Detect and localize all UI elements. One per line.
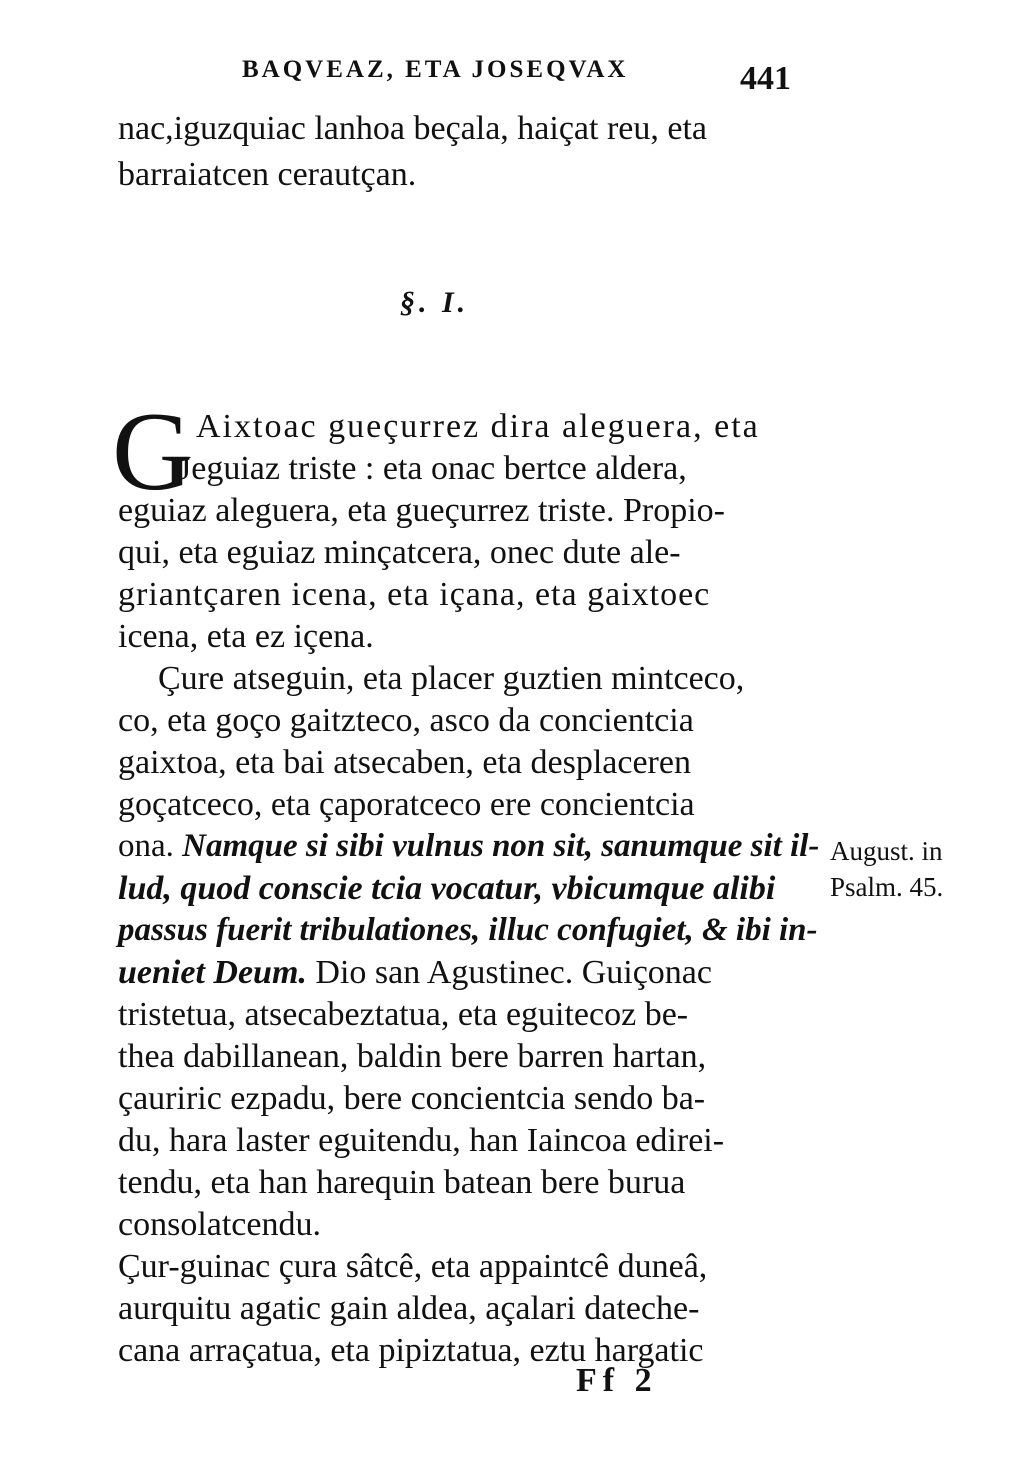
intro-line-1: nac,iguzquiac lanhoa beçala, haiçat reu, eta xyxy=(118,110,707,147)
para4-line-3: cana arraçatua, eta pipiztatua, eztu hargatic xyxy=(118,1332,704,1369)
latin-line-2: passus fuerit tribulationes, illuc confugiet, & ibi in- xyxy=(118,912,818,948)
running-head: BAQVEAZ, ETA JOSEQVAX xyxy=(242,56,629,83)
attribution-text: Dio san Agustinec. Guiçonac xyxy=(315,954,712,991)
para3-line-6: consolatcendu. xyxy=(118,1206,321,1243)
signature-mark: Ff 2 xyxy=(576,1362,658,1399)
para1-line-1: Aixtoac gueçurrez dira aleguera, eta xyxy=(196,408,760,445)
margin-note-line-2: Psalm. 45. xyxy=(830,872,944,902)
para4-line-2: aurquitu agatic gain aldea, açalari dateche- xyxy=(118,1290,700,1327)
para3-line-2: thea dabillanean, baldin bere barren hartan, xyxy=(118,1038,707,1075)
para2-line-2: co, eta goço gaitzteco, asco da concientcia xyxy=(118,702,694,739)
para1-line-5: griantçaren icena, eta içana, eta gaixtoec xyxy=(118,576,711,613)
para1-line-3: eguiaz aleguera, eta gueçurrez triste. Propio- xyxy=(118,492,725,529)
para3-line-1: tristetua, atsecabeztatua, eta eguitecoz be- xyxy=(118,996,689,1033)
para4-line-1: Çur-guinac çura sâtcê, eta appaintcê duneâ, xyxy=(118,1248,708,1285)
para2-line-4: goçatceco, eta çaporatceco ere concientcia xyxy=(118,786,695,823)
latin-line-3-end: ueniet Deum. xyxy=(118,954,307,991)
para2-line-5-start: ona. xyxy=(118,828,174,864)
para3-line-3: çauriric ezpadu, bere concientcia sendo ba- xyxy=(118,1080,706,1117)
para1-line-4: qui, eta eguiaz minçatcera, onec dute ale- xyxy=(118,534,681,571)
latin-quote-start: Namque si sibi vulnus non sit, sanumque sit il- xyxy=(182,828,820,864)
page-number: 441 xyxy=(740,60,791,97)
margin-note-line-1: August. in xyxy=(830,836,943,866)
section-mark: §. I. xyxy=(400,286,470,319)
para2-line-3: gaixtoa, eta bai atsecaben, eta desplaceren xyxy=(118,744,691,781)
latin-line-3 xyxy=(118,956,712,990)
intro-line-2: barraiatcen cerautçan. xyxy=(118,156,417,193)
para1-line-6: icena, eta ez içena. xyxy=(118,618,374,655)
dropcap-letter: G xyxy=(112,390,193,514)
para1-line-2: Jeguiaz triste : eta onac bertce aldera, xyxy=(178,450,687,487)
latin-line-1: lud, quod conscie tcia vocatur, vbicumque alibi xyxy=(118,870,776,907)
para2-line-5 xyxy=(118,830,819,863)
para2-line-1: Çure atseguin, eta placer guztien mintceco, xyxy=(158,660,745,697)
para3-line-5: tendu, eta han harequin batean bere burua xyxy=(118,1164,686,1201)
para3-line-4: du, hara laster eguitendu, han Iaincoa edirei- xyxy=(118,1122,725,1159)
